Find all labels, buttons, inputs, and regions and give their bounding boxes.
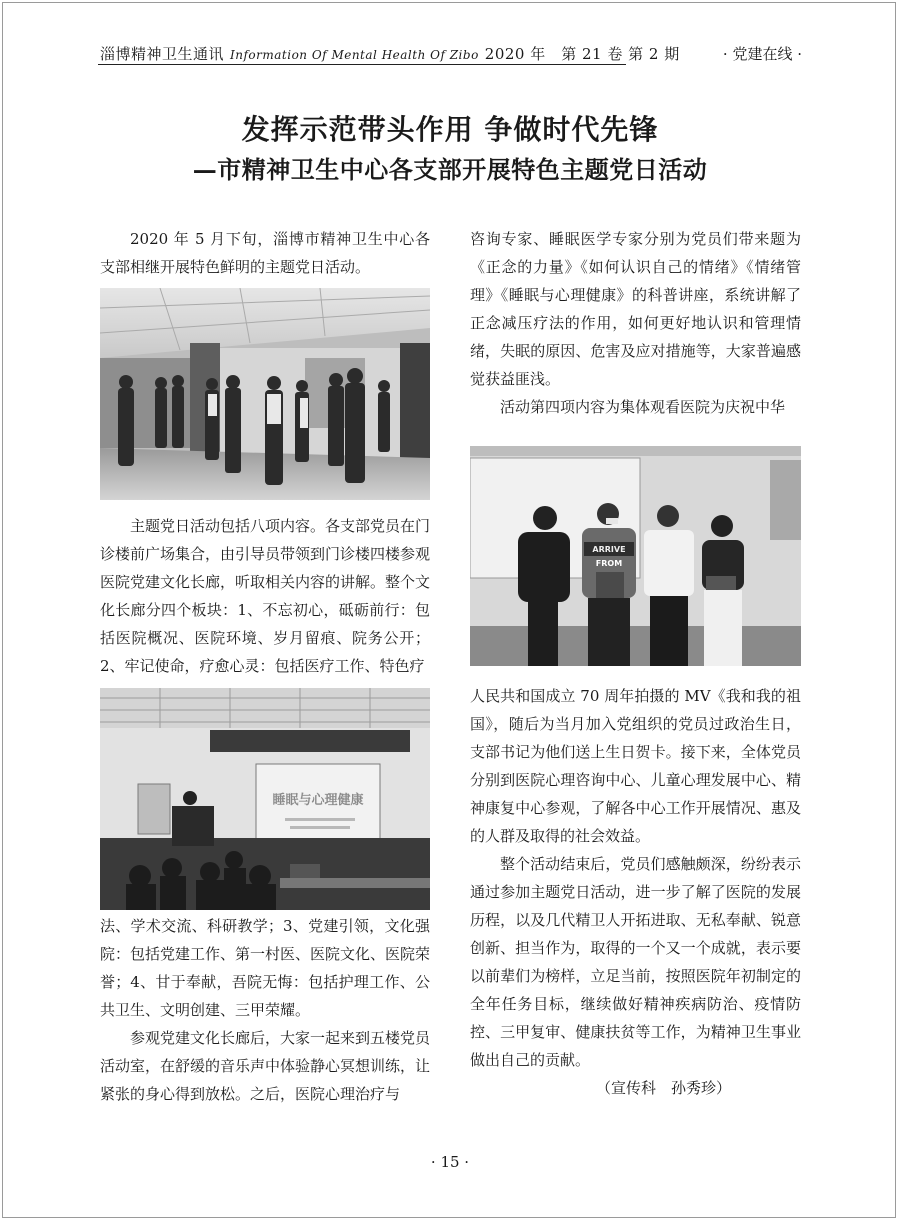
header-rule: [98, 64, 626, 65]
shirt-text-1: ARRIVE: [592, 545, 626, 554]
article-title: 发挥示范带头作用 争做时代先锋: [241, 113, 659, 146]
paragraph-meditation: 参观党建文化长廊后，大家一起来到五楼党员活动室，在舒缓的音乐声中体验静心冥想训练，让紧张的身心得到放松。之后，医院心理治疗与: [100, 1029, 431, 1103]
article-subtitle: —市精神卫生中心各支部开展特色主题党日活动: [192, 155, 708, 184]
page-number: · 15 ·: [430, 1153, 470, 1171]
screen-title-text: 睡眠与心理健康: [272, 793, 364, 808]
paragraph-conclusion: 整个活动结束后，党员们感触颇深，纷纷表示通过参加主题党日活动，进一步了解了医院的发展历程，以及几代精卫人开拓进取、无私奉献、锐意创新、担当作为，取得的一个又一个成就，表示要以前辈们为榜样，立足当前，按照医院年初制定的全年任务目标，继续做好精神疾病防治、疫情防控、三甲复审、健康扶贫等工作，为精神卫生事业做出自己的贡献。: [470, 855, 801, 1069]
issue-info: 2020 年 第 21 卷 第 2 期: [484, 45, 680, 63]
photo-lecture-room: [100, 688, 430, 910]
running-header: [100, 43, 680, 64]
paragraph-intro: 2020 年 5 月下旬，淄博市精神卫生中心各支部相继开展特色鲜明的主题党日活动。: [100, 230, 430, 276]
left-column-bottom: [100, 912, 430, 1108]
section-label: · 党建在线 ·: [722, 45, 802, 63]
journal-name-en: Information Of Mental Health Of Zibo: [230, 48, 479, 62]
paragraph-mv: 活动第四项内容为集体观看医院为庆祝中华: [500, 398, 786, 416]
photo-lecture-image: [100, 688, 430, 910]
photo-birthday-image: [470, 446, 801, 666]
paragraph-mv-cont: 人民共和国成立 70 周年拍摄的 MV《我和我的祖国》，随后为当月加入党组织的党员过政治生日，支部书记为他们送上生日贺卡。接下来，全体党员分别到医院心理咨询中心、儿童心理发展中心、精神康复中心参观，了解各中心工作开展情况、惠及的人群及取得的社会效益。: [470, 687, 801, 845]
photo-corridor-image: [100, 288, 430, 500]
paragraph-lectures: 咨询专家、睡眠医学专家分别为党员们带来题为《正念的力量》《如何认识自己的情绪》《情绪管理》《睡眠与心理健康》的科普讲座，系统讲解了正念减压疗法的作用，如何更好地认识和管理情绪，失眠的原因、危害及应对措施等，大家普遍感觉获益匪浅。: [470, 230, 801, 388]
left-column-mid: [100, 512, 430, 680]
photo-corridor-group: [100, 288, 430, 500]
left-column-top: [100, 225, 430, 281]
photo-birthday-cards: [470, 446, 801, 666]
journal-name-cn: 淄博精神卫生通讯: [100, 45, 225, 63]
paragraph-eight-items: 主题党日活动包括八项内容。各支部党员在门诊楼前广场集合，由引导员带领到门诊楼四楼参观医院党建文化长廊，听取相关内容的讲解。整个文化长廊分四个板块：1、不忘初心，砥砺前行：包括医院概况、医院环境、岁月留痕、院务公开；2、牢记使命，疗愈心灵：包括医疗工作、特色疗: [100, 517, 431, 675]
shirt-text-2: FROM: [595, 559, 623, 568]
article-credit: （宣传科 孙秀珍）: [595, 1079, 731, 1097]
right-column-bottom: [470, 682, 801, 1102]
right-column-top: [470, 225, 801, 421]
paragraph-eight-items-cont: 法、学术交流、科研教学；3、党建引领，文化强院：包括党建工作、第一村医、医院文化、医院荣誉；4、甘于奉献，吾院无悔：包括护理工作、公共卫生、文明创建、三甲荣耀。: [100, 917, 431, 1019]
